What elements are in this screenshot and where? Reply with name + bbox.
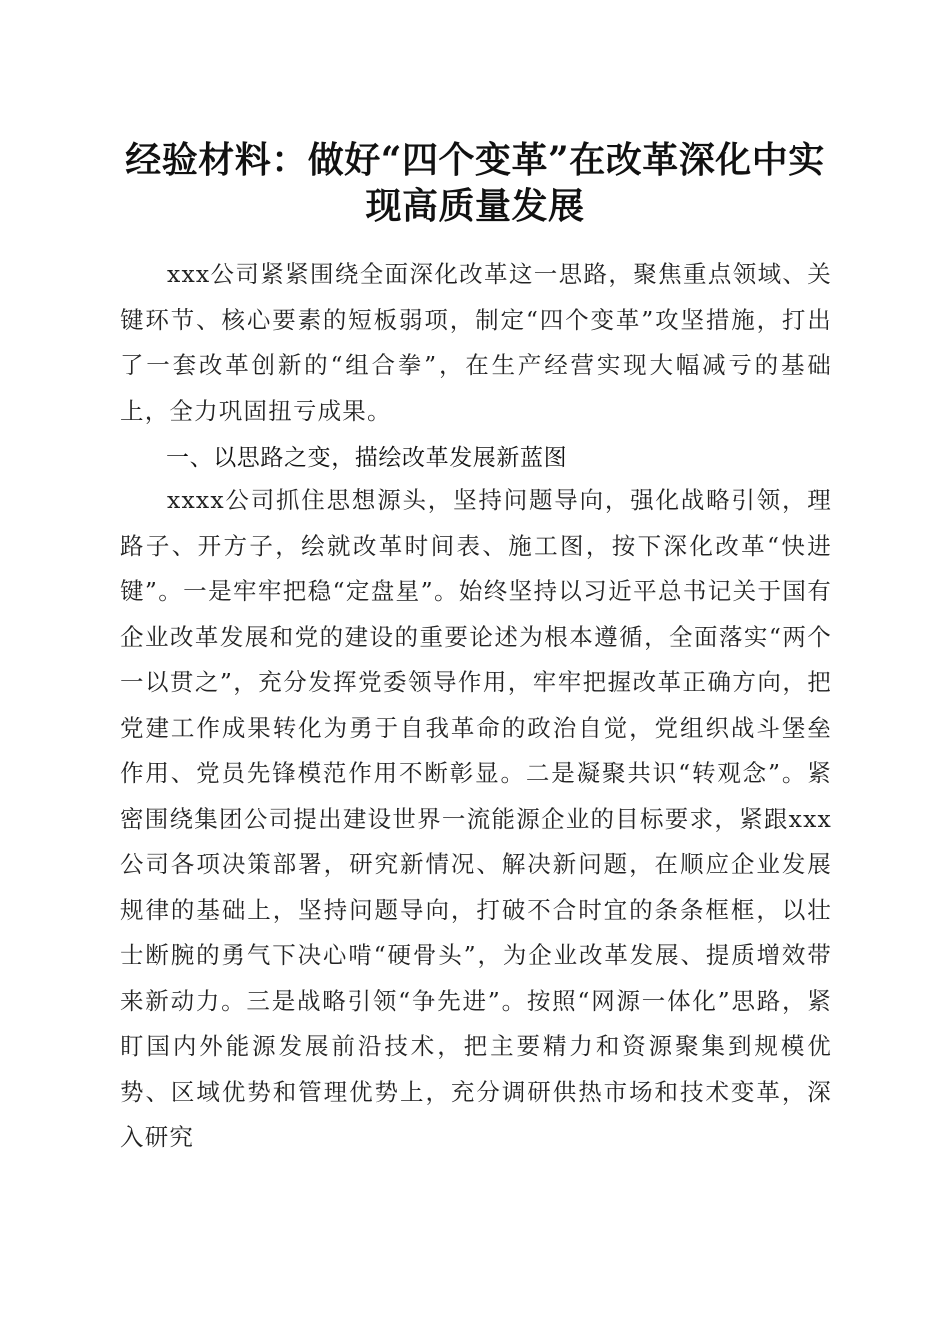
document-body: [120, 252, 832, 1161]
section-paragraph: xxxx公司抓住思想源头，坚持问题导向，强化战略引领，理路子、开方子，绘就改革时间表、施工图，按下深化改革“快进键”。一是牢牢把稳“定盘星”。始终坚持以习近平总书记关于国有企业改革发展和党的建设的重要论述为根本遵循，全面落实“两个一以贯之”，充分发挥党委领导作用，牢牢把握改革正确方向，把党建工作成果转化为勇于自我革命的政治自觉，党组织战斗堡垒作用、党员先锋模范作用不断彰显。二是凝聚共识“转观念”。紧密围绕集团公司提出建设世界一流能源企业的目标要求，紧跟xxx公司各项决策部署，研究新情况、解决新问题，在顺应企业发展规律的基础上，坚持问题导向，打破不合时宜的条条框框，以壮士断腕的勇气下决心啃“硬骨头”，为企业改革发展、提质增效带来新动力。三是战略引领“争先进”。按照“网源一体化”思路，紧盯国内外能源发展前沿技术，把主要精力和资源聚集到规模优势、区域优势和管理优势上，充分调研供热市场和技术变革，深入研究: [120, 486, 832, 1151]
document-title-line1: 经验材料：做好“四个变革”在改革深化中实: [125, 139, 825, 181]
document-title-line2: 现高质量发展: [365, 185, 585, 227]
intro-paragraph: xxx公司紧紧围绕全面深化改革这一思路，聚焦重点领域、关键环节、核心要素的短板弱项，制定“四个变革”攻坚措施，打出了一套改革创新的“组合拳”，在生产经营实现大幅减亏的基础上，全力巩固扭亏成果。: [120, 260, 832, 425]
section-heading: 一、以思路之变，描绘改革发展新蓝图: [166, 445, 568, 471]
